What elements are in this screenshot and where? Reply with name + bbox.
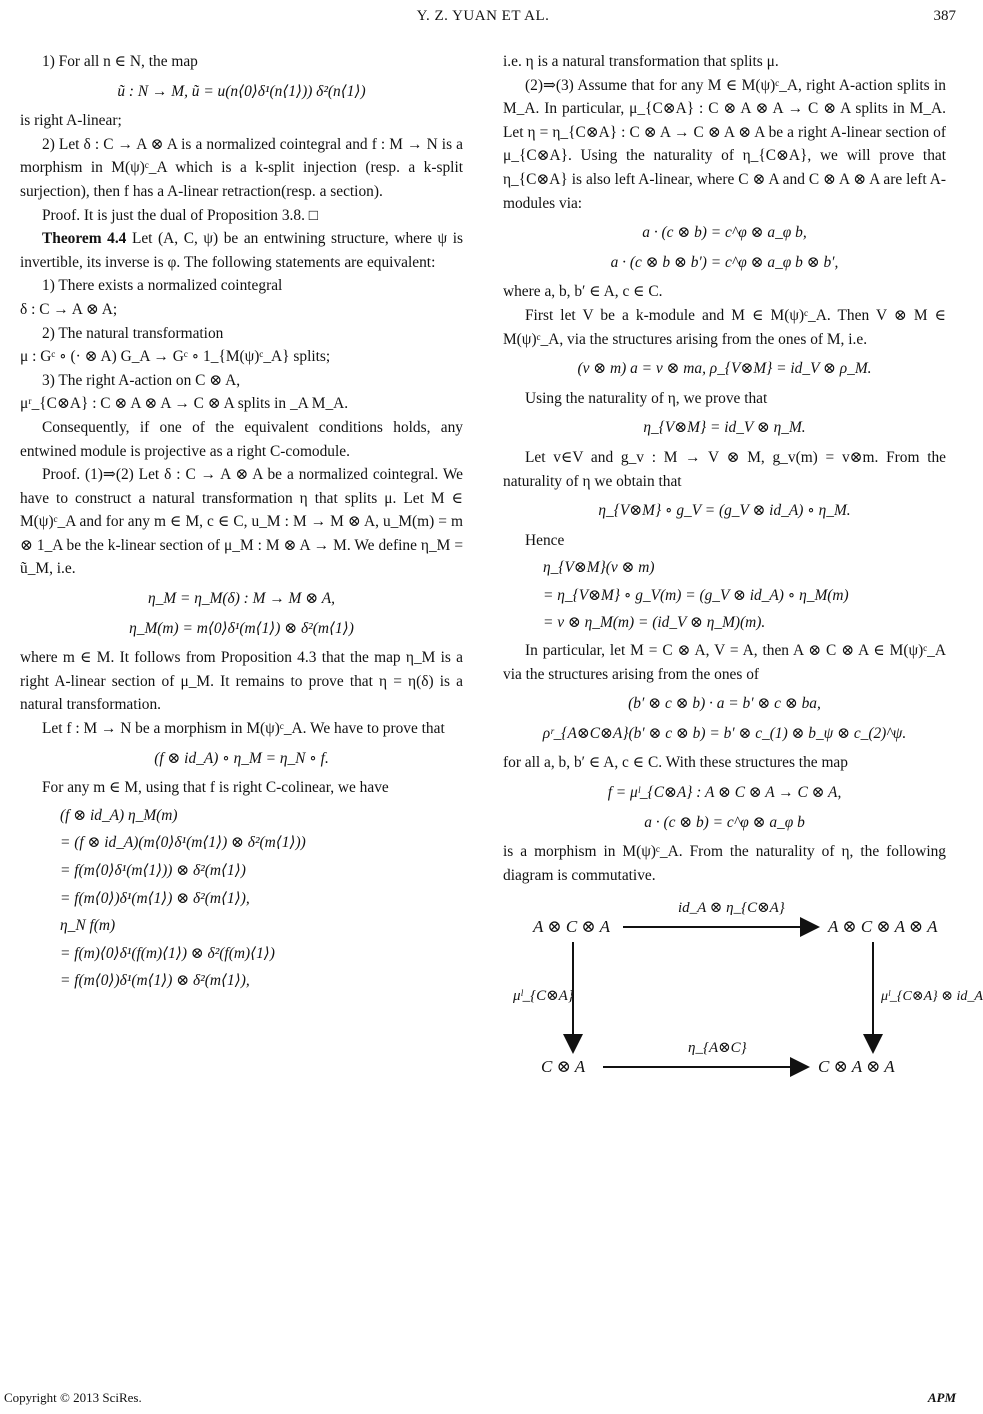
statement-2: 2) The natural transformation bbox=[42, 324, 224, 342]
calc-line-4: = f(m⟨0⟩)δ¹(m⟨1⟩) ⊗ δ²(m⟨1⟩), bbox=[60, 889, 250, 907]
commutative-diagram bbox=[503, 897, 983, 1087]
equation-r9: a · (c ⊗ b) = c^φ ⊗ a_φ b bbox=[644, 813, 805, 831]
statement-3: 3) The right A-action on C ⊗ A, bbox=[42, 371, 241, 389]
theorem-label: Theorem 4.4 bbox=[42, 230, 127, 248]
equation-4: (f ⊗ id_A) ∘ η_M = η_N ∘ f. bbox=[154, 749, 329, 767]
page-header bbox=[0, 4, 966, 32]
equation-r6: (b′ ⊗ c ⊗ b) · a = b′ ⊗ c ⊗ ba, bbox=[628, 695, 821, 713]
in-particular: In particular, let M = C ⊗ A, V = A, then A ⊗ C ⊗ A ∈ M(ψ)ᶜ_A via the structures arising from the ones of bbox=[503, 642, 946, 683]
equation-2: η_M = η_M(δ) : M → M ⊗ A, bbox=[148, 590, 335, 608]
equation-r1: a · (c ⊗ b) = c^φ ⊗ a_φ b, bbox=[642, 224, 807, 242]
calc-line-2: = (f ⊗ id_A)(m⟨0⟩δ¹(m⟨1⟩) ⊗ δ²(m⟨1⟩)) bbox=[60, 834, 306, 852]
for-all: for all a, b, b′ ∈ A, c ∈ C. With these structures the map bbox=[503, 754, 848, 772]
equation-r5: η_{V⊗M} ∘ g_V = (g_V ⊗ id_A) ∘ η_M. bbox=[598, 502, 851, 520]
equation-r8: f = μˡ_{C⊗A} : A ⊗ C ⊗ A → C ⊗ A, bbox=[607, 784, 842, 802]
hence-line-1: η_{V⊗M}(v ⊗ m) bbox=[543, 559, 655, 577]
where-paragraph: where m ∈ M. It follows from Proposition 4.3 that the map η_M is a right A-linear section of μ_M. It remains to prove that η = η(δ) is a natural transformation. bbox=[20, 649, 463, 714]
statement-1: 1) There exists a normalized cointegral bbox=[42, 277, 283, 295]
node-bottom-right: C ⊗ A ⊗ A bbox=[818, 1057, 895, 1077]
calc-line-6: = f(m)⟨0⟩δ¹(f(m)⟨1⟩) ⊗ δ²(f(m)⟨1⟩) bbox=[60, 944, 275, 962]
calc-line-5: η_N f(m) bbox=[60, 917, 116, 935]
equation-3: η_M(m) = m⟨0⟩δ¹(m⟨1⟩) ⊗ δ²(m⟨1⟩) bbox=[129, 619, 354, 637]
hence-line-2: = η_{V⊗M} ∘ g_V(m) = (g_V ⊗ id_A) ∘ η_M(m) bbox=[543, 586, 849, 604]
page-number: 387 bbox=[933, 8, 956, 24]
morphism-paragraph: is a morphism in M(ψ)ᶜ_A. From the naturality of η, the following diagram is commutative. bbox=[503, 843, 946, 884]
left-column bbox=[20, 50, 463, 997]
label-top-arrow: id_A ⊗ η_{C⊗A} bbox=[678, 900, 785, 917]
calc-line-1: (f ⊗ id_A) η_M(m) bbox=[60, 806, 178, 824]
using-naturality: Using the naturality of η, we prove that bbox=[525, 389, 768, 407]
theorem-text: Let (A, C, ψ) be an entwining structure, where ψ is invertible, its inverse is φ. The following statements are equivalent: bbox=[20, 230, 463, 271]
theorem-4-4 bbox=[20, 227, 463, 274]
equation-r4: η_{V⊗M} = id_V ⊗ η_M. bbox=[643, 419, 806, 437]
journal-name: APM bbox=[927, 1390, 956, 1405]
copyright: Copyright © 2013 SciRes. bbox=[4, 1390, 142, 1405]
calc-line-7: = f(m⟨0⟩)δ¹(m⟨1⟩) ⊗ δ²(m⟨1⟩), bbox=[60, 972, 250, 990]
label-left-arrow: μˡ_{C⊗A} bbox=[513, 988, 574, 1005]
label-right-arrow: μˡ_{C⊗A} ⊗ id_A bbox=[881, 989, 983, 1005]
hence: Hence bbox=[525, 531, 565, 549]
where-2: where a, b, b′ ∈ A, c ∈ C. bbox=[503, 283, 663, 301]
let-f-paragraph: Let f : M → N be a morphism in M(ψ)ᶜ_A. We have to prove that bbox=[42, 720, 445, 738]
equation-r3: (v ⊗ m) a = v ⊗ ma, ρ_{V⊗M} = id_V ⊗ ρ_M. bbox=[577, 360, 872, 378]
for-any-paragraph: For any m ∈ M, using that f is right C-colinear, we have bbox=[42, 779, 389, 797]
item-2: 2) Let δ : C → A ⊗ A is a normalized cointegral and f : M → N is a morphism in M(ψ)ᶜ_A which is a k-split injection (resp. a k-split surjection), then f has a A-linear retraction(resp. a section). bbox=[20, 135, 463, 200]
equation-r7: ρʳ_{A⊗C⊗A}(b′ ⊗ c ⊗ b) = b′ ⊗ c_(1) ⊗ b_ψ ⊗ c_(2)^ψ. bbox=[542, 724, 907, 742]
running-title: Y. Z. YUAN ET AL. bbox=[416, 8, 550, 24]
node-top-left: A ⊗ C ⊗ A bbox=[533, 917, 610, 937]
equation-r2: a · (c ⊗ b ⊗ b′) = c^φ ⊗ a_φ b ⊗ b′, bbox=[610, 253, 839, 271]
statement-1b: δ : C → A ⊗ A; bbox=[20, 300, 118, 318]
let-v: Let v∈V and g_v : M → V ⊗ M, g_v(m) = v⊗m. From the naturality of η we obtain that bbox=[503, 448, 946, 490]
statement-2b: μ : Gᶜ ∘ (· ⊗ A) G_A → Gᶜ ∘ 1_{M(ψ)ᶜ_A} splits; bbox=[20, 348, 331, 366]
hence-line-3: = v ⊗ η_M(m) = (id_V ⊗ η_M)(m). bbox=[543, 614, 766, 632]
ie-line: i.e. η is a natural transformation that splits μ. bbox=[503, 53, 779, 70]
label-bottom-arrow: η_{A⊗C} bbox=[688, 1040, 747, 1057]
right-column bbox=[503, 50, 983, 1087]
equation-1: ũ : N → M, ũ = u(n⟨0⟩δ¹(n⟨1⟩)) δ²(n⟨1⟩) bbox=[117, 82, 366, 100]
calc-line-3: = f(m⟨0⟩δ¹(m⟨1⟩)) ⊗ δ²(m⟨1⟩) bbox=[60, 862, 246, 879]
consequently: Consequently, if one of the equivalent conditions holds, any entwined module is projective as a right C-comodule. bbox=[20, 418, 463, 460]
proof-2: Proof. (1)⇒(2) Let δ : C → A ⊗ A be a normalized cointegral. We have to construct a natural transformation η that splits μ. Let M ∈ M(ψ)ᶜ_A and for any m ∈ M, c ∈ C, u_M : M → M ⊗ A, u_M(m) = m ⊗ 1_A be the k-linear section of μ_M : M ⊗ A → M. We define η_M = ũ_M, i.e. bbox=[20, 466, 463, 578]
item-1-tail: is right A-linear; bbox=[20, 112, 122, 130]
statement-3b: μʳ_{C⊗A} : C ⊗ A ⊗ A → C ⊗ A splits in _A M_A. bbox=[20, 395, 349, 413]
node-top-right: A ⊗ C ⊗ A ⊗ A bbox=[828, 917, 938, 937]
first-let: First let V be a k-module and M ∈ M(ψ)ᶜ_A. Then V ⊗ M ∈ M(ψ)ᶜ_A, via the structures arising from the ones of M, i.e. bbox=[503, 306, 946, 348]
node-bottom-left: C ⊗ A bbox=[541, 1057, 586, 1077]
proof-1: Proof. It is just the dual of Proposition 3.8. □ bbox=[42, 206, 319, 224]
proof-2-3: (2)⇒(3) Assume that for any M ∈ M(ψ)ᶜ_A, right A-action splits in M_A. In particular, μ_{C⊗A} : C ⊗ A ⊗ A → C ⊗ A splits in M_A. Let η = η_{C⊗A} : C ⊗ A → C ⊗ A ⊗ A be a right A-linear section of μ_{C⊗A}. Using the naturality of η_{C⊗A}, we will prove that η_{C⊗A} is also left A-linear, where C ⊗ A and C ⊗ A ⊗ A are left A-modules via: bbox=[503, 76, 946, 212]
item-1: 1) For all n ∈ N, the map bbox=[42, 53, 198, 70]
